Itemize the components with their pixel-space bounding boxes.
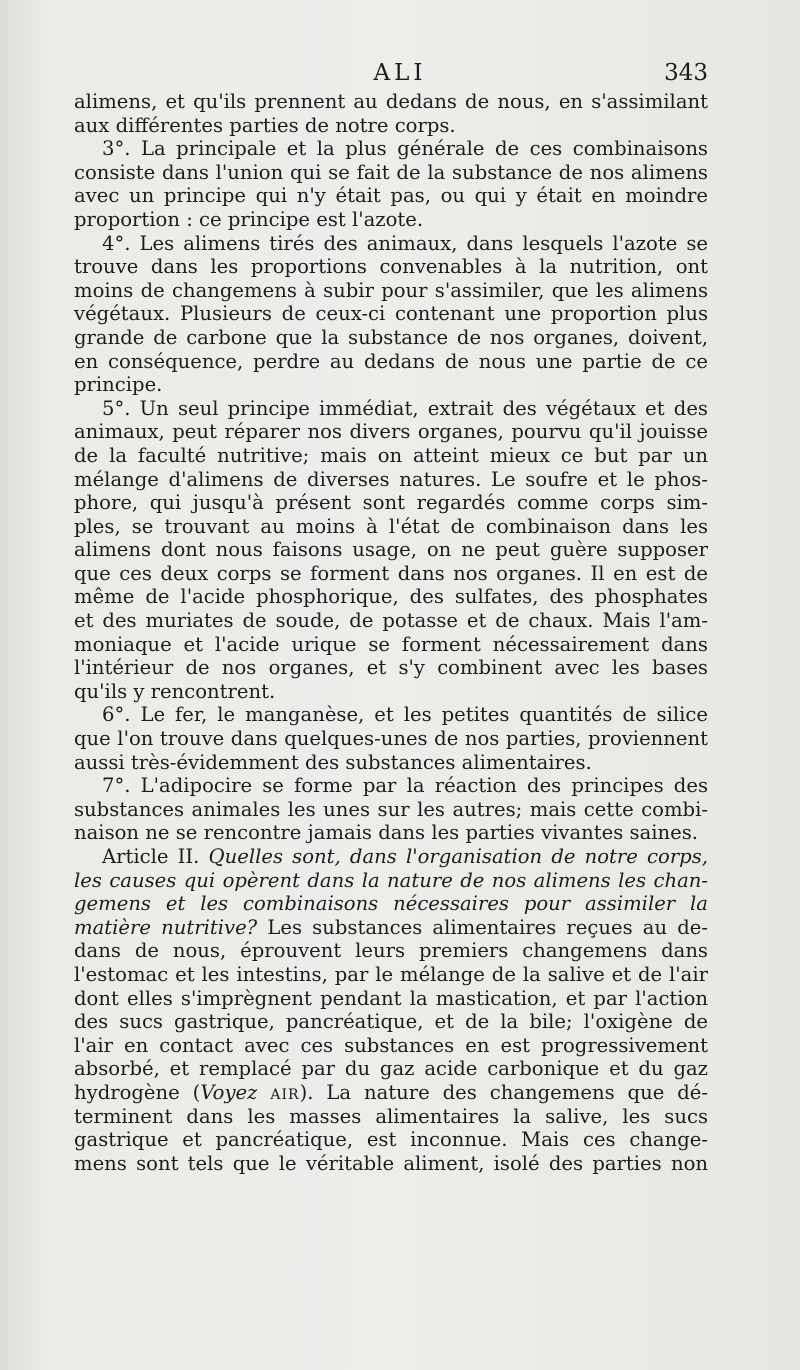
closing-block — [74, 1105, 708, 1176]
text-line: qu'ils y rencontrent. — [74, 679, 276, 703]
text-line: que ces deux corps se forment dans nos organes. Il en est de — [74, 561, 708, 585]
text-line: 5°. Un seul principe immédiat, extrait des végétaux et des — [102, 396, 708, 420]
text-line: l'intérieur de nos organes, et s'y combinent avec les bases — [74, 656, 708, 680]
text-line: mélange d'alimens de diverses natures. Le soufre et le phos- — [74, 467, 708, 491]
text-line: 7°. L'adipocire se forme par la réaction des principes des — [102, 774, 708, 798]
closing-text-line: mens sont tels que le véritable aliment, isolé des parties non — [74, 1151, 708, 1175]
text-line: animaux, peut réparer nos divers organes, pourvu qu'il jouisse — [74, 420, 708, 444]
article-line-4: matière nutritive? Les substances alimentaires reçues au de- — [74, 915, 709, 939]
text-line: trouve dans les proportions convenables à la nutrition, ont — [74, 255, 708, 279]
voyez-line: hydrogène (Voyez AIR). La nature des changemens que dé- — [74, 1080, 708, 1104]
text-line: et des muriates de soude, de potasse et de chaux. Mais l'am- — [74, 609, 708, 633]
closing-text-line: gastrique et pancréatique, est inconnue. Mais ces change- — [74, 1128, 708, 1152]
text-line: moniaque et l'acide urique se forment nécessairement dans — [74, 632, 708, 656]
page-header — [0, 60, 800, 90]
text-line: substances animales les unes sur les autres; mais cette combi- — [74, 797, 708, 821]
text-line: que l'on trouve dans quelques-unes de nos parties, proviennent — [74, 727, 708, 751]
page-number: 343 — [664, 60, 708, 86]
text-line: 3°. La principale et la plus générale de ces combinaisons — [102, 137, 708, 161]
body-text — [74, 90, 708, 1175]
article-body-block — [74, 939, 708, 1081]
text-line: phore, qui jusqu'à présent sont regardés comme corps sim- — [74, 491, 708, 515]
article-line-2: les causes qui opèrent dans la nature de nos alimens les chan- — [74, 868, 708, 892]
article-text-line: l'estomac et les intestins, par le mélange de la salive et de l'air — [74, 962, 708, 986]
text-line: en conséquence, perdre au dedans de nous une partie de ce — [74, 349, 708, 373]
text-line: alimens, et qu'ils prennent au dedans de nous, en s'assimilant — [74, 90, 708, 113]
text-line: moins de changemens à subir pour s'assimiler, que les alimens — [74, 278, 708, 302]
article-text-line: dans de nous, éprouvent leurs premiers changemens dans — [74, 939, 708, 963]
text-line: alimens dont nous faisons usage, on ne peut guère supposer — [74, 538, 708, 562]
text-line: aussi très-évidemment des substances alimentaires. — [74, 750, 592, 774]
article-text-line: absorbé, et remplacé par du gaz acide carbonique et du gaz — [74, 1057, 708, 1081]
article-text-line: dont elles s'imprègnent pendant la mastication, et par l'action — [74, 986, 708, 1010]
text-line: naison ne se rencontre jamais dans les parties vivantes saines. — [74, 821, 699, 845]
text-line: proportion : ce principe est l'azote. — [74, 207, 424, 231]
text-line: avec un principe qui n'y était pas, ou qui y était en moindre — [74, 184, 708, 208]
article-line-3: gemens et les combinaisons nécessaires pour assimiler la — [74, 892, 708, 916]
text-line: aux différentes parties de notre corps. — [74, 113, 456, 137]
text-line: 6°. Le fer, le manganèse, et les petites quantités de silice — [102, 703, 708, 727]
article-text-line: des sucs gastrique, pancréatique, et de la bile; l'oxigène de — [74, 1010, 708, 1034]
article-line-1: Article II. Quelles sont, dans l'organisation de notre corps, — [102, 845, 709, 868]
running-head: ALI — [373, 60, 427, 86]
closing-text-line: terminent dans les masses alimentaires la salive, les sucs — [74, 1104, 708, 1128]
text-line: 4°. Les alimens tirés des animaux, dans lesquels l'azote se — [102, 231, 708, 255]
text-line: ples, se trouvant au moins à l'état de combinaison dans les — [74, 514, 708, 538]
text-line: végétaux. Plusieurs de ceux-ci contenant une proportion plus — [74, 302, 708, 326]
text-line: grande de carbone que la substance de nos organes, doivent, — [74, 325, 708, 349]
article-text-line: l'air en contact avec ces substances en est progressivement — [74, 1033, 708, 1057]
text-line: principe. — [74, 373, 163, 397]
text-line: même de l'acide phosphorique, des sulfates, des phosphates — [74, 585, 708, 609]
text-line: de la faculté nutritive; mais on atteint mieux ce but par un — [74, 443, 708, 467]
paragraphs-block — [74, 90, 708, 845]
text-line: consiste dans l'union qui se fait de la substance de nos alimens — [74, 160, 708, 184]
